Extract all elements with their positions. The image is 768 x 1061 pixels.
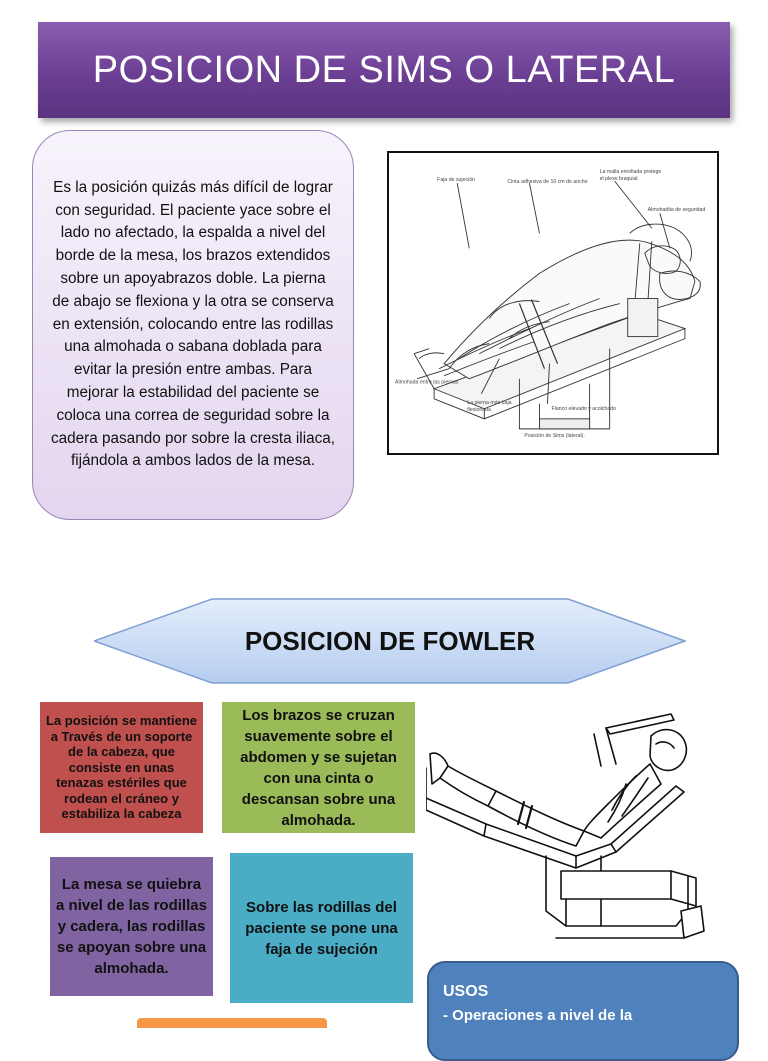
label-faja: Faja de sujeción (437, 177, 476, 184)
card-faja (230, 853, 413, 1003)
label-pierna-2: flexionada (467, 406, 491, 413)
sims-description: Es la posición quizás más difícil de lograr con seguridad. El paciente yace sobre el lado no afectado, la espalda a nivel del borde de la mesa, los brazos extendidos sobre un apoyabrazos doble. La pierna de abajo se flexiona y la otra se conserva en extensión, colocando entre las rodillas una almohada o sabana doblada para evitar la presión entre ambas. Para mejorar la estabilidad del paciente se coloca una correa de seguridad sobre la cadera pasando por sobre la cresta iliaca, fijándola a ambos lados de la mesa. (51, 178, 336, 470)
label-malla-2: el plexo braquial (599, 176, 638, 183)
label-almohada: Almohada entre las piernas (395, 379, 459, 386)
sims-drawing (389, 153, 717, 453)
label-flanco: Flanco elevado y acolchado (551, 405, 617, 412)
sims-description-box (32, 130, 354, 520)
card-soporte-cabeza (40, 702, 203, 833)
label-pierna-1: La pierna más baja (467, 399, 512, 406)
usos-title: USOS (443, 983, 489, 1000)
usos-item: - Operaciones a nivel de la (443, 1007, 633, 1024)
card-brazos (222, 702, 415, 833)
card-soporte-text: La posición se mantiene a Través de un soporte de la cabeza, que consiste en unas tenazas estériles que rodean el cráneo y estabiliza la cabeza (46, 712, 197, 822)
fowler-title: POSICION DE FOWLER (244, 625, 536, 656)
label-cinta: Cinta adhesiva de 10 cm de ancho (507, 179, 588, 186)
fowler-drawing (426, 706, 706, 944)
label-almohadita: Almohadita de seguridad (647, 207, 706, 214)
label-malla-1: La malla enrollada protege (599, 169, 662, 176)
sims-title: POSICION DE SIMS O LATERAL (92, 48, 676, 91)
card-mesa-text: La mesa se quiebra a nivel de las rodillas y cadera, las rodillas se apoyan sobre una almohada. (56, 876, 207, 977)
usos-box (427, 961, 739, 1061)
card-mesa (50, 857, 213, 996)
orange-card-edge (137, 1018, 327, 1028)
sims-position-illustration (387, 151, 719, 455)
figure-caption: Posición de Sims (lateral). (524, 432, 585, 439)
card-brazos-text: Los brazos se cruzan suavemente sobre el abdomen y se sujetan con una cinta o descansan sobre una almohada. (240, 706, 397, 829)
fowler-title-banner (94, 598, 686, 684)
card-faja-text: Sobre las rodillas del paciente se pone una faja de sujeción (245, 898, 398, 958)
sims-title-banner (38, 22, 730, 118)
fowler-position-illustration (426, 706, 706, 944)
